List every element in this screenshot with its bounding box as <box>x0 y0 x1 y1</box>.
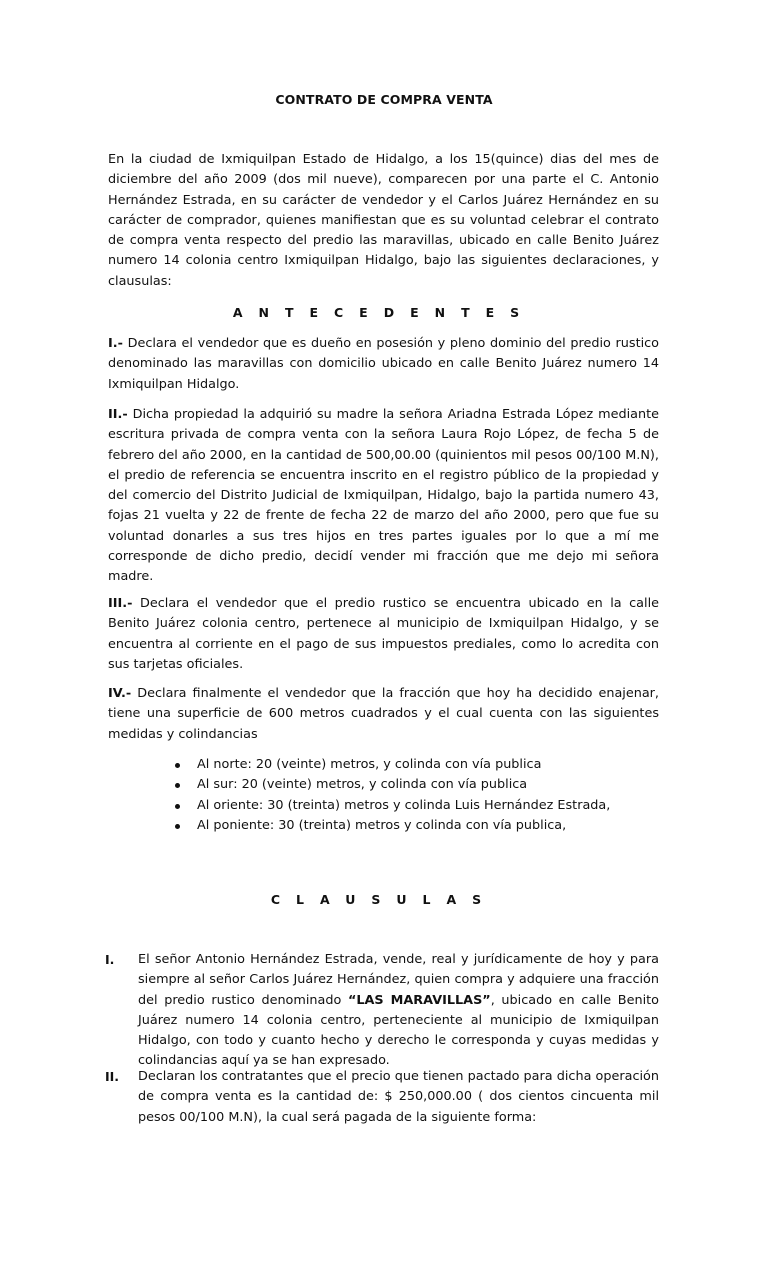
antecedente-3 <box>108 594 659 675</box>
list-item <box>172 755 610 775</box>
clausula-text-after: , ubicado en calle Benito Juárez numero 14 colonia centro, perteneciente al municipio de Ixmiquilpan Hidalgo, con todo y cuanto hecho y derecho le corresponda y cuyas medidas y colindancias aquí ya se han expresado. <box>138 992 659 1069</box>
clausula-number: I. <box>105 952 115 967</box>
antecedentes-heading: ANTECEDENTES <box>232 305 536 320</box>
document-title: CONTRATO DE COMPRA VENTA <box>275 92 493 107</box>
colindancia-text: Al norte: 20 (veinte) metros, y colinda con vía publica <box>197 757 542 772</box>
antecedente-text: Declara el vendedor que es dueño en posesión y pleno dominio del predio rustico denominado las maravillas con domicilio ubicado en calle Benito Juárez numero 14 Ixmiquilpan Hidalgo. <box>108 336 660 392</box>
antecedente-text: Declara el vendedor que el predio rustico se encuentra ubicado en la calle Benito Juárez colonia centro, pertenece al municipio de Ixmiquilpan Hidalgo, y se encuentra al corriente en el pago de sus impuestos prediales, como lo acredita con sus tarjetas oficiales. <box>108 596 659 672</box>
antecedente-2 <box>108 405 659 588</box>
antecedente-text: Declara finalmente el vendedor que la fracción que hoy ha decidido enajenar, tiene una superficie de 600 metros cuadrados y el cual cuenta con las siguientes medidas y colindancias <box>108 686 659 742</box>
clausula-2 <box>105 1067 659 1128</box>
colindancias-list <box>172 755 610 836</box>
antecedente-number: III.- <box>108 596 133 611</box>
predio-name: “LAS MARAVILLAS” <box>347 992 491 1008</box>
clausula-number: II. <box>105 1069 120 1084</box>
clausula-text-before: El señor Antonio Hernández Estrada, vende, real y jurídicamente de hoy y para siempre al señor Carlos Juárez Hernández, quien compra y adquiere una fracción del predio rustico denominado <box>138 952 659 1008</box>
colindancia-text: Al oriente: 30 (treinta) metros y colinda Luis Hernández Estrada, <box>197 797 611 813</box>
colindancia-text: Al poniente: 30 (treinta) metros y colinda con vía publica, <box>197 817 567 833</box>
colindancia-text: Al sur: 20 (veinte) metros, y colinda con vía publica <box>197 777 528 793</box>
bullet-icon <box>175 804 180 809</box>
antecedente-text: Dicha propiedad la adquirió su madre la señora Ariadna Estrada López mediante escritura privada de compra venta con la señora Laura Rojo López, de fecha 5 de febrero del año 2000, en la cantidad de 500,00.00 (quinientos mil pesos 00/100 M.N), el predio de referencia se encuentra inscrito en el registro público de la propiedad y del comercio del Distrito Judicial de Ixmiquilpan, Hidalgo, bajo la partida numero 43, fojas 21 vuelta y 22 de frente de fecha 22 de marzo del año 2000, pero que fue su voluntad donarles a sus tres hijos en tres partes iguales por lo que a mí me corresponde de dicho predio, decidí vender mi fracción que me dejo mi señora madre. <box>108 407 659 585</box>
intro-paragraph: En la ciudad de Ixmiquilpan Estado de Hidalgo, a los 15(quince) dias del mes de diciembre del año 2009 (dos mil nueve), comparecen por una parte el C. Antonio Hernández Estrada, en su carácter de vendedor y el Carlos Juárez Hernández en su carácter de comprador, quienes manifiestan que es su voluntad celebrar el contrato de compra venta respecto del predio las maravillas, ubicado en calle Benito Juárez numero 14 colonia centro Ixmiquilpan Hidalgo, bajo las siguientes declaraciones, y clausulas: <box>108 152 659 289</box>
antecedente-number: I.- <box>108 336 123 351</box>
bullet-icon <box>175 783 180 788</box>
list-item <box>172 816 610 836</box>
bullet-icon <box>175 824 180 829</box>
bullet-icon <box>175 763 180 768</box>
clausula-text: Declaran los contratantes que el precio que tienen pactado para dicha operación de compra venta es la cantidad de: $ 250,000.00 ( dos cientos cincuenta mil pesos 00/100 M.N), la cual será pagada de la siguiente forma: <box>138 1069 659 1125</box>
clausulas-heading: CLAUSULAS <box>270 892 498 907</box>
list-item <box>172 775 610 795</box>
clausula-1 <box>105 950 659 1072</box>
antecedente-number: II.- <box>108 407 128 422</box>
antecedente-4 <box>108 684 659 745</box>
clausula-text <box>138 950 659 1072</box>
list-item <box>172 796 610 816</box>
antecedente-number: IV.- <box>108 686 132 701</box>
antecedente-1 <box>108 334 659 395</box>
